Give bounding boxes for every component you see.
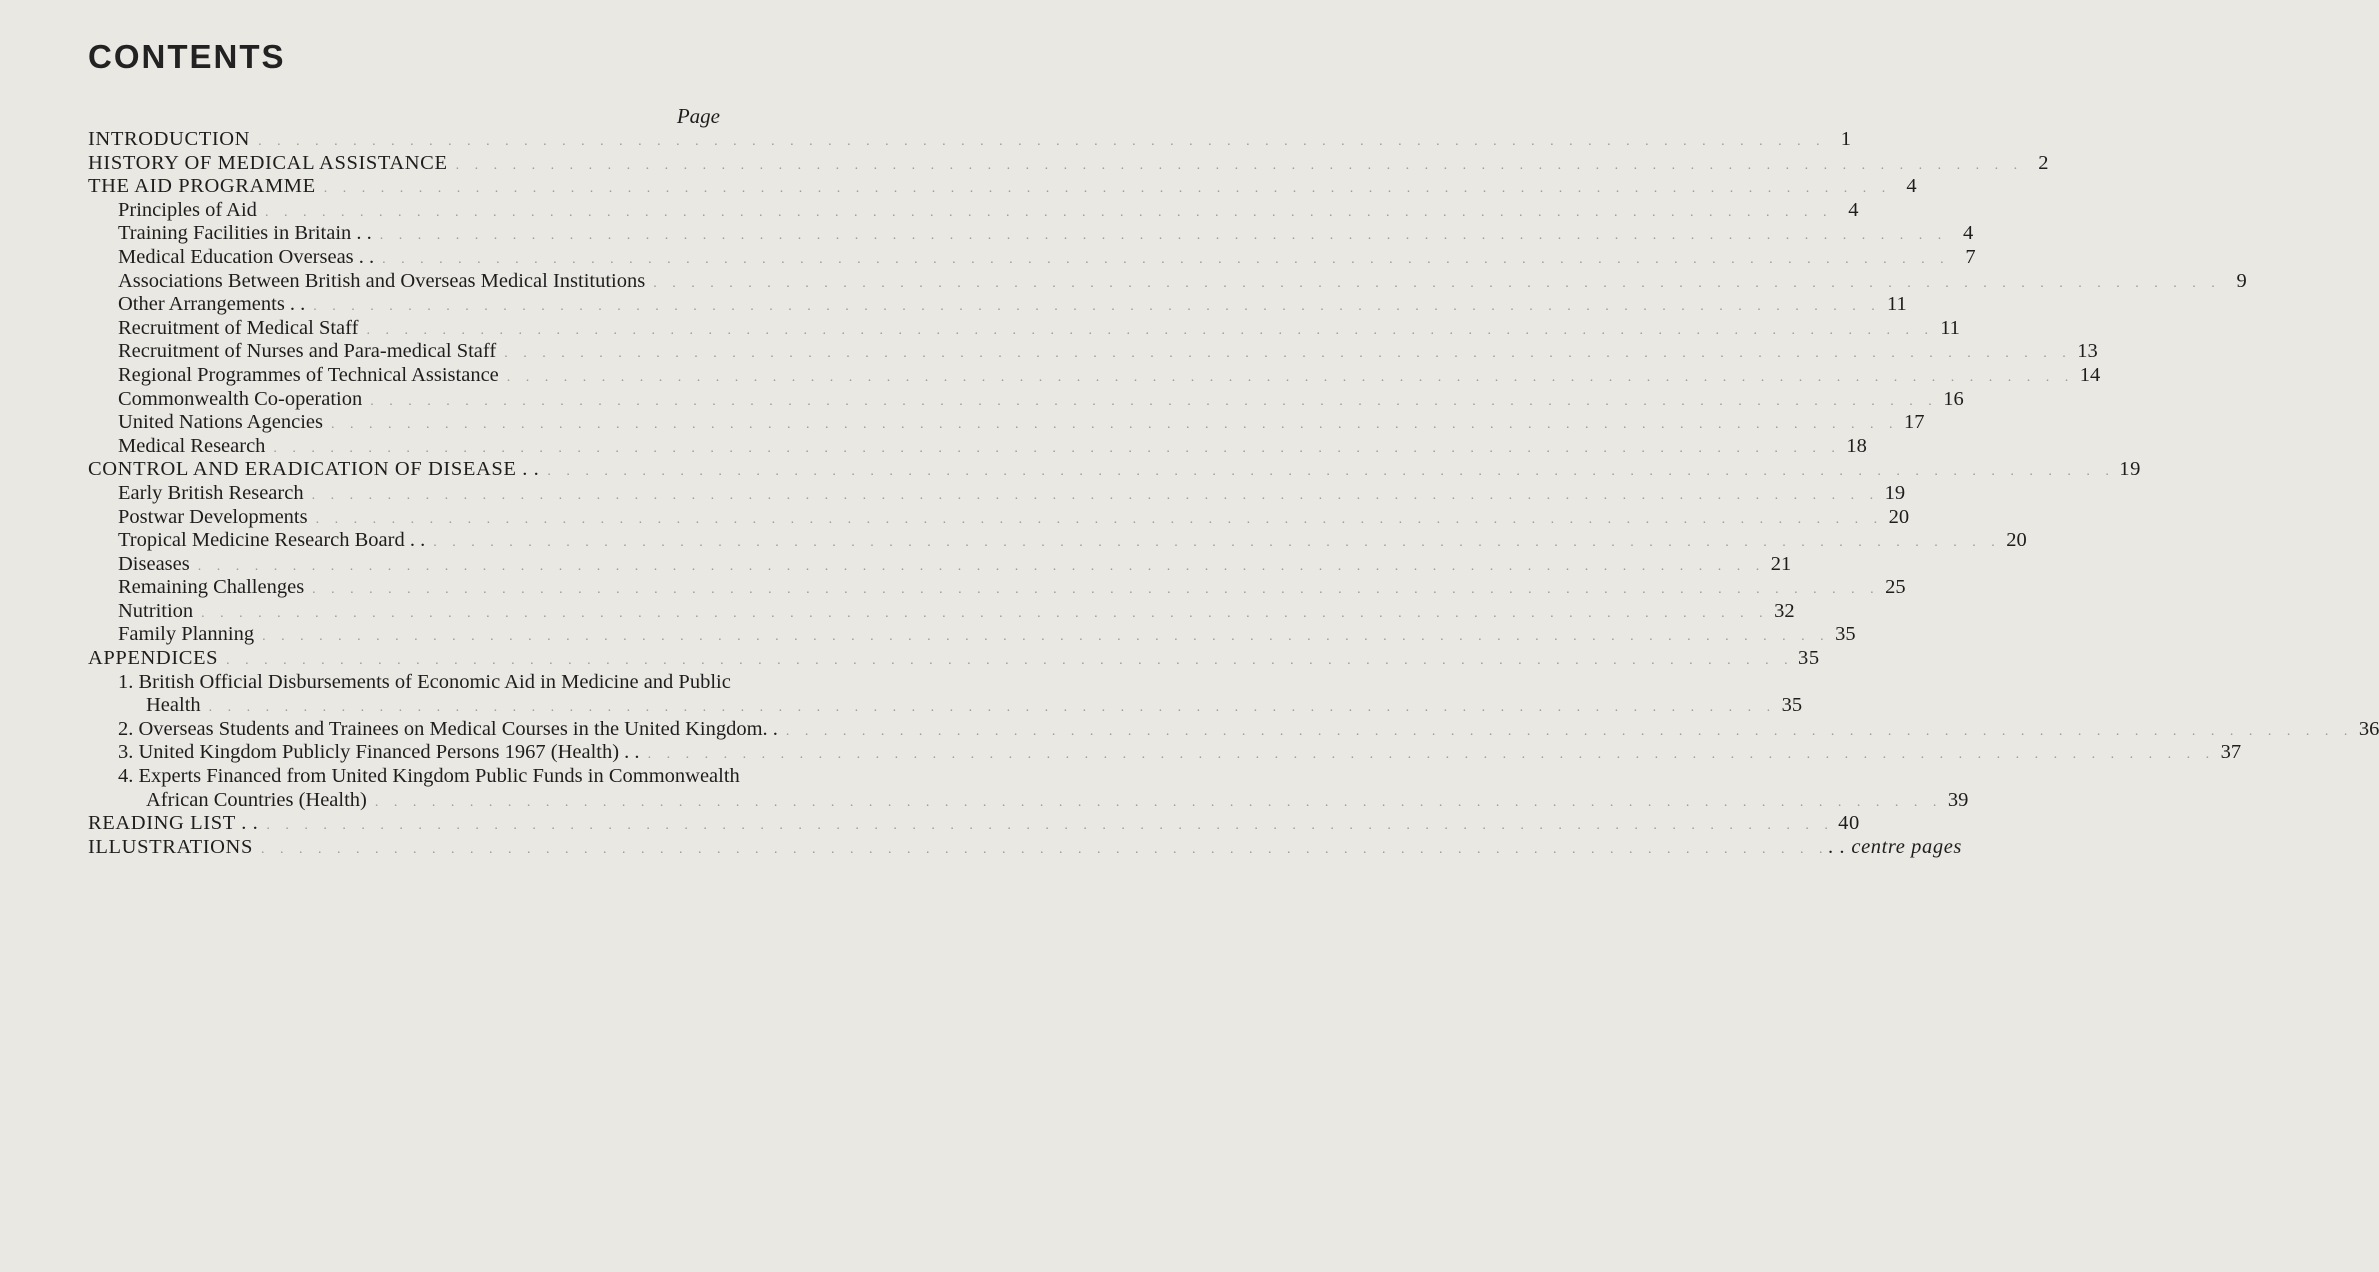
- toc-entry-title: Other Arrangements . .: [118, 293, 306, 316]
- dot-leader: [640, 747, 2216, 763]
- dot-leader: [374, 252, 1950, 268]
- toc-entry-title: APPENDICES: [88, 647, 219, 670]
- toc-entry: [88, 245, 1976, 270]
- toc-entry: [88, 717, 2379, 742]
- toc-entry-page: 13: [2077, 340, 2098, 363]
- toc-entry-page: 18: [1846, 434, 1867, 457]
- toc-entry: [88, 647, 1820, 671]
- dot-leader: [499, 370, 2075, 386]
- dot-leader: [308, 512, 1884, 528]
- dot-leader: [304, 488, 1880, 504]
- toc-entry-page: 35: [1835, 623, 1856, 646]
- toc-entry: [88, 788, 1969, 813]
- toc-entry: [88, 694, 1803, 718]
- toc-entry-page: 35: [1797, 647, 1820, 670]
- toc-entry-page: 25: [1885, 576, 1906, 599]
- dot-leader: [250, 134, 1826, 150]
- toc-entry-title: Tropical Medicine Research Board . .: [118, 529, 426, 552]
- dot-leader: [304, 582, 1880, 598]
- toc-entry: [88, 316, 1960, 341]
- toc-entry-page: 16: [1943, 387, 1964, 410]
- toc-entry: [88, 481, 1906, 506]
- dot-leader: [254, 629, 1830, 645]
- toc-entry-title: Training Facilities in Britain . .: [118, 222, 372, 245]
- toc-entry-title: Family Planning: [118, 623, 255, 646]
- toc-entry: [88, 128, 1852, 152]
- toc-entry-page: 40: [1838, 812, 1860, 835]
- toc-entry: [88, 222, 1974, 246]
- toc-entry: [88, 198, 1859, 223]
- toc-entry: [88, 175, 1918, 199]
- page-title: CONTENTS: [88, 38, 286, 75]
- toc-entry-title: Recruitment of Medical Staff: [118, 316, 359, 339]
- dot-leader: [305, 299, 1881, 315]
- toc-entry: [88, 812, 1860, 836]
- toc-entry: [88, 151, 2050, 176]
- dot-leader: [218, 653, 1794, 669]
- toc-entry: [88, 505, 1910, 530]
- dot-leader: [645, 276, 2221, 292]
- toc-entry-page: 2: [2038, 151, 2050, 174]
- toc-entry-title: United Nations Agencies: [118, 411, 323, 434]
- toc-entry-page: 4: [1848, 198, 1859, 221]
- toc-entry-page: 1: [1840, 128, 1852, 150]
- toc-entry-title: Early British Research: [118, 481, 304, 504]
- toc-entry: [88, 293, 1907, 317]
- toc-entry: [88, 387, 1964, 412]
- toc-entry-title: CONTROL AND ERADICATION OF DISEASE . .: [88, 458, 540, 481]
- toc-entry-title: Commonwealth Co-operation: [118, 387, 363, 410]
- toc-entry: [88, 599, 1795, 624]
- toc-entry: [88, 623, 1856, 647]
- dot-leader: [265, 441, 1841, 457]
- toc-entry-page: 32: [1774, 599, 1795, 622]
- dot-leader: [190, 559, 1766, 575]
- toc-entry: [88, 529, 2027, 553]
- toc-entry-title: African Countries (Health): [146, 788, 367, 811]
- toc-entry-page: 7: [1965, 245, 1976, 268]
- toc-entry-title: READING LIST . .: [88, 812, 259, 835]
- toc-entry: [88, 434, 1867, 459]
- toc-entry-title: Postwar Developments: [118, 505, 308, 528]
- toc-entry-title: Medical Research: [118, 434, 266, 457]
- toc-entry: [88, 363, 2101, 388]
- toc-entry-title: 3. United Kingdom Publicly Financed Persons 1967 (Health) . .: [118, 741, 640, 764]
- toc-entry-title: Recruitment of Nurses and Para-medical Staff: [118, 340, 497, 363]
- dot-leader: [253, 842, 1829, 858]
- dot-leader: [201, 700, 1777, 716]
- toc-entry-page: 21: [1770, 552, 1792, 575]
- toc-entry: [88, 670, 731, 695]
- dot-leader: [358, 323, 1934, 339]
- toc-entry-page: 14: [2079, 363, 2101, 386]
- toc-entry-title: Regional Programmes of Technical Assistance: [118, 363, 499, 386]
- table-of-contents: [88, 128, 2379, 859]
- toc-entry-title: ILLUSTRATIONS: [88, 835, 253, 858]
- dot-leader: [367, 795, 1943, 811]
- toc-entry-title: Health: [146, 694, 201, 717]
- toc-entry-page: 36: [2358, 717, 2379, 740]
- toc-entry-page: 11: [1940, 316, 1960, 339]
- toc-entry: [88, 576, 1906, 600]
- dot-leader: [316, 181, 1892, 197]
- dot-leader: [539, 464, 2115, 480]
- dot-leader: [778, 724, 2354, 740]
- dot-leader: [372, 228, 1948, 244]
- toc-entry: [88, 340, 2098, 364]
- toc-entry: [88, 765, 740, 789]
- dot-leader: [323, 417, 1899, 433]
- toc-entry-page: 17: [1903, 411, 1925, 434]
- dot-leader: [496, 346, 2072, 362]
- toc-entry-page: 35: [1781, 694, 1803, 717]
- toc-entry: [88, 552, 1792, 577]
- toc-entry-title: Diseases: [118, 552, 190, 575]
- toc-entry-page: 19: [1884, 481, 1906, 504]
- toc-entry: [88, 269, 2247, 294]
- toc-entry-title: 4. Experts Financed from United Kingdom Public Funds in Commonwealth: [118, 765, 740, 788]
- toc-entry-title: Medical Education Overseas . .: [118, 245, 375, 268]
- toc-entry-title: 2. Overseas Students and Trainees on Medical Courses in the United Kingdom. .: [118, 717, 778, 740]
- toc-entry-title: Nutrition: [118, 599, 194, 622]
- toc-entry-page: 4: [1906, 175, 1918, 198]
- toc-entry-page: 20: [1888, 505, 1910, 528]
- dot-leader: [257, 205, 1833, 221]
- toc-entry-title: INTRODUCTION: [88, 128, 251, 150]
- toc-entry-title: HISTORY OF MEDICAL ASSISTANCE: [88, 151, 448, 174]
- toc-entry-page: 9: [2236, 269, 2247, 292]
- toc-entry-page: 4: [1963, 222, 1974, 245]
- toc-entry-page: 37: [2220, 741, 2242, 764]
- toc-entry-page: 39: [1947, 788, 1969, 811]
- toc-entry: [88, 741, 2242, 765]
- toc-entry-title: 1. British Official Disbursements of Economic Aid in Medicine and Public: [118, 670, 731, 693]
- toc-entry-title: Remaining Challenges: [118, 576, 305, 599]
- page-column-label: Page: [676, 104, 720, 128]
- toc-entry-page: 11: [1887, 293, 1907, 316]
- toc-entry: [88, 411, 1925, 435]
- toc-entry-page: . . centre pages: [1828, 835, 1962, 858]
- toc-entry-title: THE AID PROGRAMME: [88, 175, 316, 198]
- toc-entry-page: 20: [2006, 529, 2027, 552]
- toc-entry-title: Principles of Aid: [118, 198, 257, 221]
- dot-leader: [448, 158, 2024, 174]
- dot-leader: [425, 535, 2001, 551]
- dot-leader: [193, 606, 1769, 622]
- toc-entry: [88, 458, 2141, 482]
- toc-entry-title: Associations Between British and Overseas Medical Institutions: [118, 269, 646, 292]
- dot-leader: [362, 394, 1938, 410]
- dot-leader: [258, 818, 1834, 834]
- toc-entry-page: 19: [2119, 458, 2141, 481]
- toc-entry: [88, 835, 1962, 860]
